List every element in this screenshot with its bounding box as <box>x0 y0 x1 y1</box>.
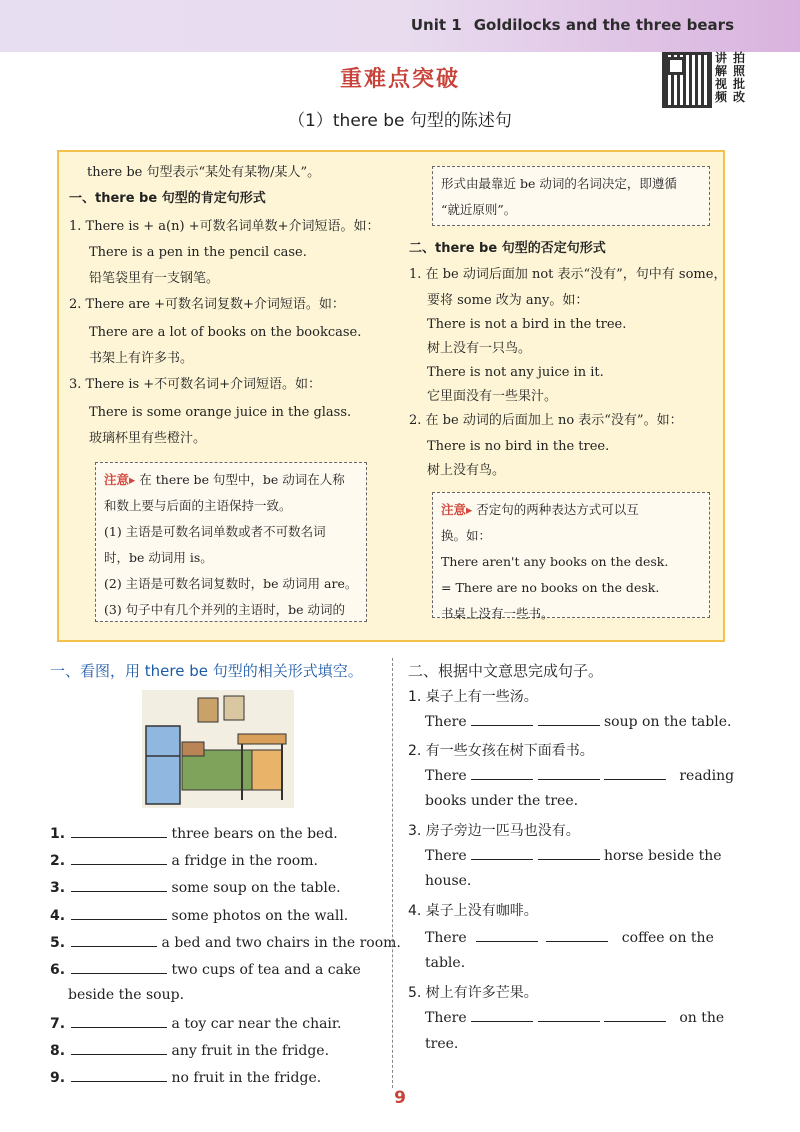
ex1-item <box>50 1068 321 1086</box>
answer-blank[interactable] <box>471 846 533 860</box>
note-text: 时，be 动词用 is。 <box>104 550 213 565</box>
sentence-start: There <box>425 1010 467 1026</box>
unit-name: Goldilocks and the three bears <box>473 16 734 34</box>
item-text: some photos on the wall. <box>171 908 349 924</box>
subtitle: （1）there be 句型的陈述句 <box>288 111 512 131</box>
answer-blank[interactable] <box>71 933 157 947</box>
note-text: 在 there be 句型中，be 动词在人称 <box>135 472 345 487</box>
neg-rule-1b: 要将 some 改为 any。如： <box>427 293 589 308</box>
note-text: (1) 主语是可数名词单数或者不可数名词 <box>104 524 326 539</box>
note-text: There aren't any books on the desk. <box>441 554 669 569</box>
answer-blank[interactable] <box>476 928 538 942</box>
qr-char: 讲 <box>715 51 728 65</box>
note-text: 否定句的两种表达方式可以互 <box>472 502 639 517</box>
answer-blank[interactable] <box>538 1008 600 1022</box>
qr-char: 改 <box>733 90 746 104</box>
answer-blank[interactable] <box>71 1041 167 1055</box>
neg-rule-1-translation: 树上没有一只鸟。 <box>427 341 532 356</box>
ex1-item <box>50 933 401 951</box>
rule-1: 1. There is + a(n) +可数名词单数+介词短语。如： <box>69 219 380 234</box>
qr-char: 解 <box>715 64 728 78</box>
ex2-answer-continued-5: tree. <box>425 1036 459 1052</box>
sentence-start: There <box>425 848 467 864</box>
unit-number: Unit 1 <box>410 16 462 34</box>
rule-1-translation: 铅笔袋里有一支钢笔。 <box>89 271 220 286</box>
rule-1-example: There is a pen in the pencil case. <box>89 245 307 260</box>
column-divider <box>392 658 393 1088</box>
neg-rule-1: 1. 在 be 动词后面加 not 表示“没有”，句中有 some， <box>409 267 727 282</box>
ex2-question-3: 3. 房子旁边一匹马也没有。 <box>408 823 580 839</box>
note-text: (3) 句子中有几个并列的主语时，be 动词的 <box>104 602 346 617</box>
play-arrow-icon: ▸ <box>466 502 473 517</box>
answer-blank[interactable] <box>538 766 600 780</box>
note-text: 书桌上没有一些书。 <box>441 606 554 621</box>
rule-3-example: There is some orange juice in the glass. <box>89 405 352 420</box>
qr-char: 视 <box>715 77 728 91</box>
neg-rule-2-example: There is no bird in the tree. <box>427 439 610 454</box>
note-text: = There are no books on the desk. <box>441 580 660 595</box>
note-box-agreement <box>95 462 367 622</box>
item-number: 5. <box>50 935 66 951</box>
rule-3: 3. There is +不可数名词+介词短语。如： <box>69 377 322 392</box>
note-text: (2) 主语是可数名词复数时，be 动词用 are。 <box>104 576 358 591</box>
item-text: any fruit in the fridge. <box>171 1043 330 1059</box>
ex2-question-2: 2. 有一些女孩在树下面看书。 <box>408 743 594 759</box>
qr-char: 照 <box>733 64 746 78</box>
sentence-end: soup on the table. <box>603 714 732 730</box>
sentence-end: coffee on the <box>621 930 714 946</box>
section-title: 重难点突破 <box>339 67 460 92</box>
ex2-answer-line-5 <box>425 1008 724 1026</box>
rule-heading-negative: 二、there be 句型的否定句形式 <box>409 241 606 256</box>
ex2-answer-continued-2: books under the tree. <box>425 793 579 809</box>
rule-3-translation: 玻璃杯里有些橙汁。 <box>89 431 207 446</box>
note-text: 换。如： <box>441 528 492 543</box>
item-number: 3. <box>50 880 66 896</box>
ex1-item <box>50 960 361 978</box>
sentence-end: horse beside the <box>603 848 722 864</box>
answer-blank[interactable] <box>71 1014 167 1028</box>
sentence-start: There <box>425 930 467 946</box>
answer-blank[interactable] <box>604 1008 666 1022</box>
item-text: a toy car near the chair. <box>171 1016 342 1032</box>
ex2-question-4: 4. 桌子上没有咖啡。 <box>408 903 538 919</box>
item-text: no fruit in the fridge. <box>171 1070 322 1086</box>
item-number: 6. <box>50 962 66 978</box>
item-text: a bed and two chairs in the room. <box>161 935 401 951</box>
rule-intro: there be 句型表示“某处有某物/某人”。 <box>87 165 321 180</box>
rule-2-example: There are a lot of books on the bookcase. <box>89 325 362 340</box>
rule-heading-positive: 一、there be 句型的肯定句形式 <box>69 191 266 206</box>
ex1-item-continued: beside the soup. <box>68 987 185 1003</box>
unit-title <box>411 16 734 34</box>
neg-rule-1-example-2: There is not any juice in it. <box>427 365 604 380</box>
answer-blank[interactable] <box>538 846 600 860</box>
note-text: 形式由最靠近 be 动词的名词决定，即遵循 <box>441 176 677 191</box>
rule-2: 2. There are +可数名词复数+介词短语。如： <box>69 297 345 312</box>
note-label: 注意 <box>441 502 467 517</box>
answer-blank[interactable] <box>71 824 167 838</box>
note-text: “就近原则”。 <box>441 202 517 217</box>
ex2-answer-continued-3: house. <box>425 873 472 889</box>
play-arrow-icon: ▸ <box>129 472 136 487</box>
sentence-end: on the <box>679 1010 725 1026</box>
qr-char: 批 <box>733 77 746 91</box>
note-label: 注意 <box>104 472 130 487</box>
room-illustration <box>142 690 294 808</box>
ex2-answer-line-1 <box>425 712 731 730</box>
answer-blank[interactable] <box>71 878 167 892</box>
item-number: 1. <box>50 826 66 842</box>
ex2-question-5: 5. 树上有许多芒果。 <box>408 985 538 1001</box>
note-text: 和数上要与后面的主语保持一致。 <box>104 498 292 513</box>
answer-blank[interactable] <box>471 712 533 726</box>
answer-blank[interactable] <box>471 1008 533 1022</box>
item-text: some soup on the table. <box>171 880 341 896</box>
neg-rule-2: 2. 在 be 动词的后面加上 no 表示“没有”。如： <box>409 413 683 428</box>
answer-blank[interactable] <box>71 960 167 974</box>
ex2-answer-line-3 <box>425 846 722 864</box>
ex1-item <box>50 1014 342 1032</box>
neg-rule-2-translation: 树上没有鸟。 <box>427 463 506 478</box>
ex2-answer-line-2 <box>425 766 734 784</box>
answer-blank[interactable] <box>71 906 167 920</box>
neg-rule-1-example: There is not a bird in the tree. <box>427 317 627 332</box>
ex1-item <box>50 1041 329 1059</box>
note-box-proximity <box>432 166 710 226</box>
neg-rule-1-translation-2: 它里面没有一些果汁。 <box>427 389 558 404</box>
item-number: 4. <box>50 908 66 924</box>
ex1-item <box>50 851 318 869</box>
answer-blank[interactable] <box>604 766 666 780</box>
item-text: two cups of tea and a cake <box>171 962 361 978</box>
answer-blank[interactable] <box>538 712 600 726</box>
sentence-end: reading <box>679 768 735 784</box>
answer-blank[interactable] <box>471 766 533 780</box>
item-number: 8. <box>50 1043 66 1059</box>
ex1-item <box>50 878 341 896</box>
answer-blank[interactable] <box>546 928 608 942</box>
sentence-start: There <box>425 714 467 730</box>
page-number: 9 <box>394 1088 406 1108</box>
ex2-answer-continued-4: table. <box>425 955 466 971</box>
item-number: 2. <box>50 853 66 869</box>
exercise-1-heading: 一、看图，用 there be 句型的相关形式填空。 <box>50 662 363 680</box>
item-number: 9. <box>50 1070 66 1086</box>
ex2-answer-line-4 <box>425 928 714 946</box>
grammar-rule-box <box>57 150 725 642</box>
sentence-start: There <box>425 768 467 784</box>
rule-2-translation: 书架上有许多书。 <box>89 351 194 366</box>
item-text: a fridge in the room. <box>171 853 318 869</box>
note-box-interchange <box>432 492 710 621</box>
ex2-question-1: 1. 桌子上有一些汤。 <box>408 689 538 705</box>
qr-char: 频 <box>715 90 728 104</box>
qr-char: 拍 <box>733 51 746 65</box>
exercise-2-heading: 二、根据中文意思完成句子。 <box>408 662 604 680</box>
answer-blank[interactable] <box>71 851 167 865</box>
item-number: 7. <box>50 1016 66 1032</box>
ex1-item <box>50 906 348 924</box>
ex1-item <box>50 824 338 842</box>
item-text: three bears on the bed. <box>171 826 338 842</box>
answer-blank[interactable] <box>71 1068 167 1082</box>
